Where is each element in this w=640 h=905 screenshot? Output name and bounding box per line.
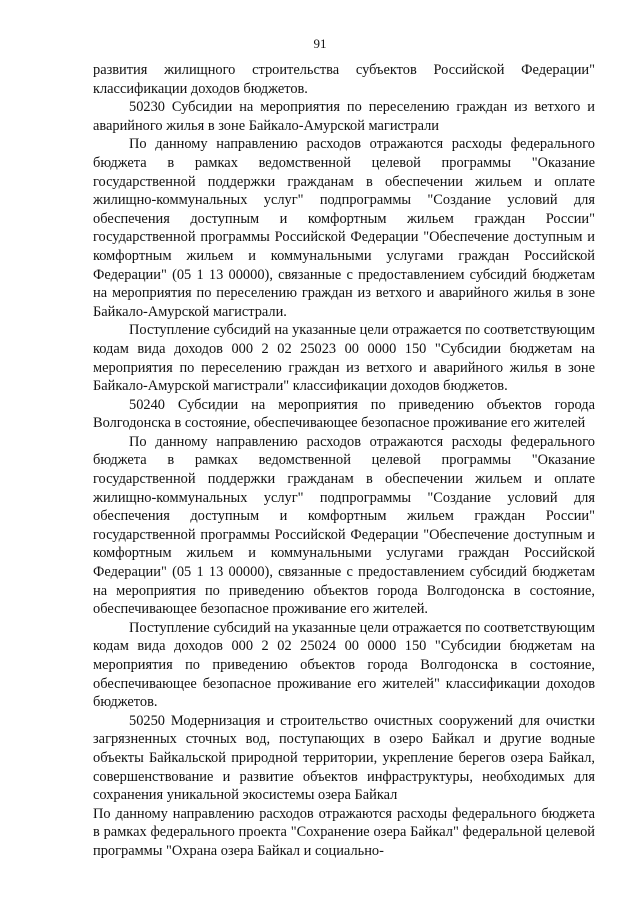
paragraph: 50250 Модернизация и строительство очистных сооружений для очистки загрязненных сточных вод, поступающих в озеро Байкал и другие водные объекты Байкальской природной территории, укрепление берегов озера Байкал, совершенствование и развитие объектов инфраструктуры, необходимых для сохранения уникальной экосистемы озера Байкал	[93, 712, 595, 804]
paragraph: По данному направлению расходов отражаются расходы федерального бюджета в рамках ведомственной целевой программы "Оказание государственной поддержки гражданам в обеспечении жильем и оплате жилищно-коммунальных услуг" подпрограммы "Создание условий для обеспечения доступным и комфортным жильем граждан России" государственной программы Российской Федерации "Обеспечение доступным и комфортным жильем и коммунальными услугами граждан Российской Федерации" (05 1 13 00000), связанные с предоставлением субсидий бюджетам на мероприятия по переселению граждан из ветхого и аварийного жилья в зоне Байкало-Амурской магистрали.	[93, 136, 595, 320]
page-number: 91	[313, 36, 327, 51]
paragraph: Поступление субсидий на указанные цели отражается по соответствующим кодам вида доходов 000 2 02 25024 00 0000 150 "Субсидии бюджетам на мероприятия по приведению объектов города Волгодонска в состояние, обеспечивающее безопасное проживание его жителей" классификации доходов бюджетов.	[93, 619, 595, 711]
document-body	[93, 61, 595, 861]
paragraph: По данному направлению расходов отражаются расходы федерального бюджета в рамках федерального проекта "Сохранение озера Байкал" федеральной целевой программы "Охрана озера Байкал и социально-	[93, 805, 595, 859]
paragraph: 50240 Субсидии на мероприятия по приведению объектов города Волгодонска в состояние, обеспечивающее безопасное проживание его жителей	[93, 396, 595, 432]
paragraph: По данному направлению расходов отражаются расходы федерального бюджета в рамках ведомственной целевой программы "Оказание государственной поддержки гражданам в обеспечении жильем и оплате жилищно-коммунальных услуг" подпрограммы "Создание условий для обеспечения доступным и комфортным жильем граждан России" государственной программы Российской Федерации "Обеспечение доступным и комфортным жильем и коммунальными услугами граждан Российской Федерации" (05 1 13 00000), связанные с предоставлением субсидий бюджетам на мероприятия по приведению объектов города Волгодонска в состояние, обеспечивающее безопасное проживание его жителей.	[93, 433, 595, 618]
paragraph: 50230 Субсидии на мероприятия по переселению граждан из ветхого и аварийного жилья в зоне Байкало-Амурской магистрали	[93, 99, 595, 134]
paragraph: Поступление субсидий на указанные цели отражается по соответствующим кодам вида доходов 000 2 02 25023 00 0000 150 "Субсидии бюджетам на мероприятия по переселению граждан из ветхого и аварийного жилья в зоне Байкало-Амурской магистрали" классификации доходов бюджетов.	[93, 322, 595, 395]
paragraph: развития жилищного строительства субъектов Российской Федерации" классификации доходов бюджетов.	[93, 62, 595, 97]
